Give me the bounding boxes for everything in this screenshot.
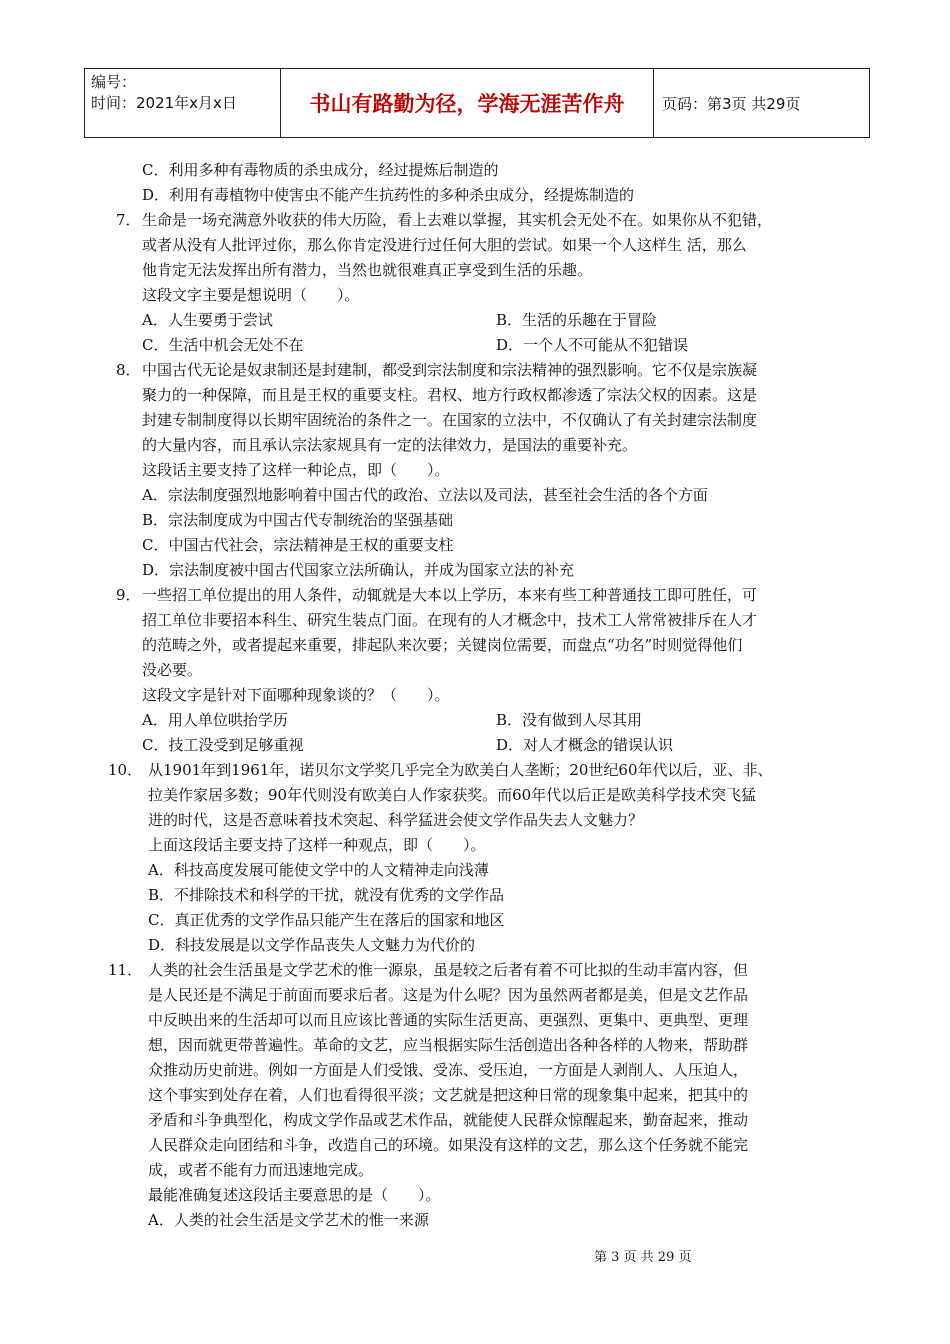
question-text-line: 中反映出来的生活却可以而且应该比普通的实际生活更高、更强烈、更集中、更典型、更理 [148, 1011, 749, 1029]
question-text-line: 进的时代，这是否意味着技术突起、科学猛进会使文学作品失去人文魅力？ [148, 811, 644, 829]
question-text-line: 的范畴之外，或者提起来重要，排起队来次要；关键岗位需要，而盘点“功名”时则觉得他们 [142, 636, 743, 654]
question-text-line: 拉美作家居多数；90年代则没有欧美白人作家获奖。而60年代以后正是欧美科学技术突飞猛 [148, 786, 757, 804]
option-line: D．对人才概念的错误认识 [496, 736, 674, 754]
question-text-line: 中国古代无论是奴隶制还是封建制，都受到宗法制度和宗法精神的强烈影响。它不仅是宗族凝 [142, 361, 758, 379]
option-line: C．真正优秀的文学作品只能产生在落后的国家和地区 [148, 911, 505, 929]
question-text-line: 成，或者不能有力而迅速地完成。 [148, 1161, 374, 1179]
option-line: B．没有做到人尽其用 [496, 711, 643, 729]
question-text-line: 从1901年到1961年，诺贝尔文学奖几乎完全为欧美白人垄断；20世纪60年代以后，亚、非、 [148, 761, 773, 779]
option-line: D．利用有毒植物中使害虫不能产生抗药性的多种杀虫成分，经提炼制造的 [142, 186, 635, 204]
motto: 书山有路勤为径，学海无涯苦作舟 [281, 69, 654, 137]
question-number: 8． [116, 361, 141, 379]
option-line: A．人类的社会生活是文学艺术的惟一来源 [148, 1211, 429, 1229]
footer-page-number: 第 3 页 共 29 页 [594, 1250, 692, 1265]
question-number: 11． [108, 961, 143, 979]
option-line: D．一个人不可能从不犯错误 [496, 336, 689, 354]
header-meta-cell [85, 69, 281, 137]
question-prompt: 最能准确复述这段话主要意思的是（ ）。 [148, 1186, 441, 1204]
option-line: B．宗法制度成为中国古代专制统治的坚强基础 [142, 511, 454, 529]
question-prompt: 这段文字是针对下面哪种现象谈的？（ ）。 [142, 686, 450, 704]
question-text-line: 的大量内容，而且承认宗法家规具有一定的法律效力，是国法的重要补充。 [142, 436, 638, 454]
question-text-line: 矛盾和斗争典型化，构成文学作品或艺术作品，就能使人民群众惊醒起来，勤奋起来，推动 [148, 1111, 749, 1129]
question-number: 7． [116, 211, 141, 229]
question-text-line: 招工单位非要招本科生、研究生装点门面。在现有的人才概念中，技术工人常常被排斥在人才 [142, 611, 758, 629]
question-text-line: 是人民还是不满足于前面而要求后者。这是为什么呢？因为虽然两者都是美，但是文艺作品 [148, 986, 749, 1004]
option-line: A．宗法制度强烈地影响着中国古代的政治、立法以及司法，甚至社会生活的各个方面 [142, 486, 708, 504]
question-text-line: 一些招工单位提出的用人条件，动辄就是大本以上学历，本来有些工种普通技工即可胜任，可 [142, 586, 758, 604]
option-line: B．生活的乐趣在于冒险 [496, 311, 658, 329]
question-prompt: 这段文字主要是想说明（ ）。 [142, 286, 360, 304]
question-text-line: 人类的社会生活虽是文学艺术的惟一源泉，虽是较之后者有着不可比拟的生动丰富内容，但 [148, 961, 749, 979]
question-text-line: 这个事实到处存在着，人们也看得很平淡；文艺就是把这种日常的现象集中起来，把其中的 [148, 1086, 749, 1104]
option-line: C．中国古代社会，宗法精神是王权的重要支柱 [142, 536, 454, 554]
option-line: D．宗法制度被中国古代国家立法所确认，并成为国家立法的补充 [142, 561, 575, 579]
question-prompt: 上面这段话主要支持了这样一种观点，即（ ）。 [148, 836, 486, 854]
question-text-line: 或者从没有人批评过你，那么你肯定没进行过任何大胆的尝试。如果一个人这样生 活，那么 [142, 236, 747, 254]
time-label: 时间：2021年x月x日 [91, 94, 237, 112]
page-info: 页码：第3页 共29页 [662, 94, 801, 113]
option-line: A．人生要勇于尝试 [142, 311, 273, 329]
question-text-line: 众推动历史前进。例如一方面是人们受饿、受冻、受压迫，一方面是人剥削人、人压迫人， [148, 1061, 749, 1079]
option-line: C．利用多种有毒物质的杀虫成分，经过提炼后制造的 [142, 161, 499, 179]
option-line: C．技工没受到足够重视 [142, 736, 304, 754]
question-text-line: 想，因而就更带普遍性。革命的文艺，应当根据实际生活创造出各种各样的人物来，帮助群 [148, 1036, 749, 1054]
page-footer [0, 1246, 950, 1266]
question-text-line: 没必要。 [142, 661, 203, 679]
header-table [84, 68, 870, 138]
question-text-line: 他肯定无法发挥出所有潜力，当然也就很难真正享受到生活的乐趣。 [142, 261, 593, 279]
option-line: C．生活中机会无处不在 [142, 336, 304, 354]
question-text-line: 聚力的一种保障，而且是王权的重要支柱。君权、地方行政权都渗透了宗法父权的因素。这是 [142, 386, 758, 404]
question-text-line: 封建专制制度得以长期牢固统治的条件之一。在国家的立法中，不仅确认了有关封建宗法制度 [142, 411, 758, 429]
question-number: 9． [116, 586, 141, 604]
question-text-line: 人民群众走向团结和斗争，改造自己的环境。如果没有这样的文艺，那么这个任务就不能完 [148, 1136, 749, 1154]
number-label: 编号： [91, 73, 137, 91]
option-line: A．用人单位哄抬学历 [142, 711, 288, 729]
question-prompt: 这段话主要支持了这样一种论点，即（ ）。 [142, 461, 450, 479]
option-line: B．不排除技术和科学的干扰，就没有优秀的文学作品 [148, 886, 505, 904]
question-text-line: 生命是一场充满意外收获的伟大历险，看上去难以掌握，其实机会无处不在。如果你从不犯错， [142, 211, 773, 229]
option-line: D．科技发展是以文学作品丧失人文魅力为代价的 [148, 936, 476, 954]
question-number: 10． [108, 761, 143, 779]
option-line: A．科技高度发展可能使文学中的人文精神走向浅薄 [148, 861, 489, 879]
